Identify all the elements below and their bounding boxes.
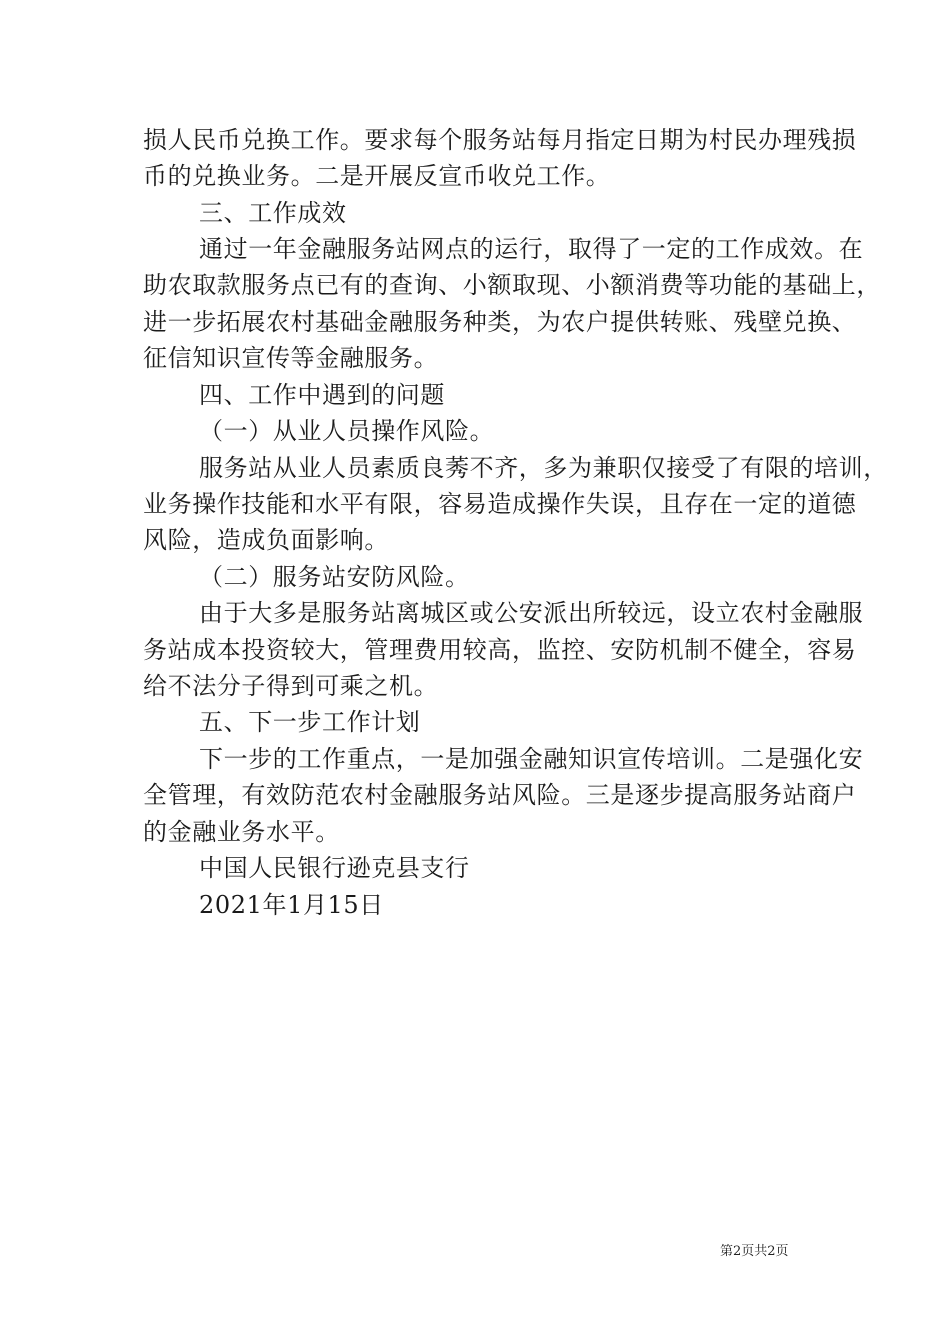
body-text-line: 全管理，有效防范农村金融服务站风险。三是逐步提高服务站商户: [143, 781, 857, 809]
body-text-line: 下一步的工作重点，一是加强金融知识宣传培训。二是强化安: [199, 745, 864, 773]
body-text-line: 风险，造成负面影响。: [143, 526, 389, 554]
body-text-line: 进一步拓展农村基础金融服务种类，为农户提供转账、残壁兑换、: [143, 308, 857, 336]
subsection-heading: （一）从业人员操作风险。: [199, 417, 495, 445]
section-heading: 四、工作中遇到的问题: [199, 381, 445, 409]
body-text-line: 通过一年金融服务站网点的运行，取得了一定的工作成效。在: [199, 235, 864, 263]
body-text-line: 助农取款服务点已有的查询、小额取现、小额消费等功能的基础上，: [143, 271, 881, 299]
page-number-footer: 第2页共2页: [720, 1244, 789, 1259]
signature-date: 2021年1月15日: [199, 891, 384, 919]
body-text-line: 业务操作技能和水平有限，容易造成操作失误，且存在一定的道德: [143, 490, 857, 518]
body-text-line: 币的兑换业务。二是开展反宣币收兑工作。: [143, 162, 611, 190]
body-text-line: 征信知识宣传等金融服务。: [143, 344, 439, 372]
section-heading: 三、工作成效: [199, 199, 347, 227]
body-text-line: 由于大多是服务站离城区或公安派出所较远，设立农村金融服: [199, 599, 864, 627]
section-heading: 五、下一步工作计划: [199, 708, 421, 736]
body-text-line: 服务站从业人员素质良莠不齐，多为兼职仅接受了有限的培训，: [199, 454, 888, 482]
body-text-line: 损人民币兑换工作。要求每个服务站每月指定日期为村民办理残损: [143, 126, 857, 154]
subsection-heading: （二）服务站安防风险。: [199, 563, 470, 591]
body-text-line: 的金融业务水平。: [143, 818, 340, 846]
body-text-line: 务站成本投资较大，管理费用较高，监控、安防机制不健全，容易: [143, 636, 857, 664]
signature-organization: 中国人民银行逊克县支行: [199, 854, 470, 882]
body-text-line: 给不法分子得到可乘之机。: [143, 672, 439, 700]
